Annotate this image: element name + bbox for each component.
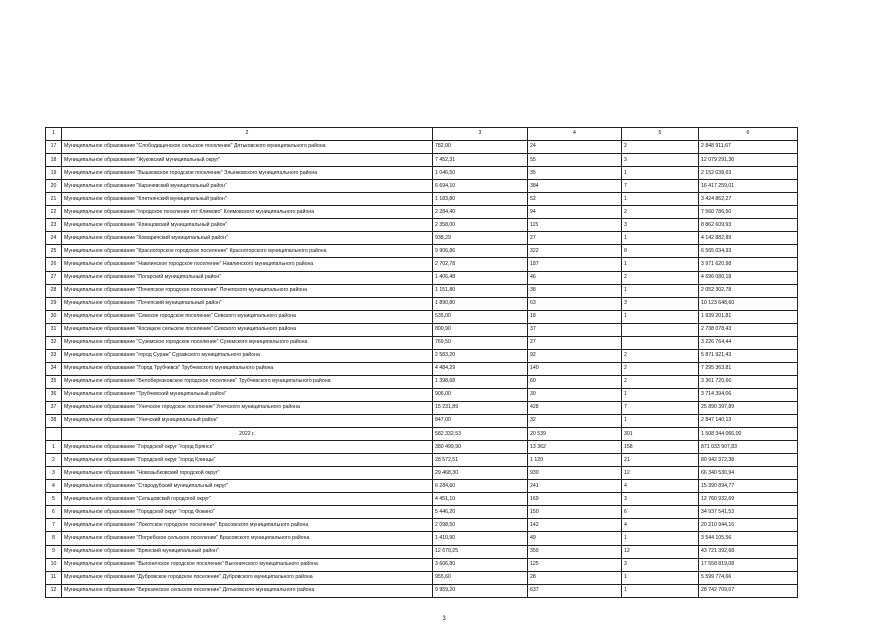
municipality-name: Муниципальное образование "Унечское городское поселение" Унечского муниципального района: [62, 401, 433, 414]
municipality-name: Муниципальное образование "Дубровское городское поселение" Дубровского муниципального района: [62, 571, 433, 584]
table-row: [46, 558, 798, 571]
municipality-name: Муниципальное образование "Карачевский муниципальный район": [62, 180, 433, 193]
row-number: 35: [46, 375, 62, 388]
houses-cell: 7: [622, 180, 699, 193]
area-cell: 1 183,80: [433, 193, 528, 206]
header-cell-3: 3: [433, 128, 528, 141]
table-row: [46, 193, 798, 206]
row-number: 17: [46, 141, 62, 154]
table-row: [46, 545, 798, 558]
municipality-name: Муниципальное образование "Жуковский муниципальный округ": [62, 154, 433, 167]
municipality-name: Муниципальное образование "город Сураж" Суражского муниципального района: [62, 349, 433, 362]
table-row: [46, 519, 798, 532]
residents-cell: 187: [528, 258, 622, 271]
amount-cell: 12 079 291,30: [699, 154, 798, 167]
year-label: 2022 г.: [62, 428, 433, 441]
amount-cell: 871 033 907,83: [699, 441, 798, 454]
residents-cell: 322: [528, 245, 622, 258]
municipality-name: Муниципальное образование "Брянский муниципальный район": [62, 545, 433, 558]
residents-cell: 150: [528, 506, 622, 519]
amount-cell: 3 971 620,98: [699, 258, 798, 271]
table-row: [46, 258, 798, 271]
houses-cell: 8: [622, 245, 699, 258]
table-row: [46, 584, 798, 597]
row-number: 8: [46, 532, 62, 545]
amount-cell: 3 544 105,56: [699, 532, 798, 545]
houses-cell: 1: [622, 310, 699, 323]
houses-cell: [622, 323, 699, 336]
residents-cell: 60: [528, 375, 622, 388]
houses-cell: 2: [622, 271, 699, 284]
table-row: [46, 467, 798, 480]
municipality-name: Муниципальное образование "Городской округ "город Фокино": [62, 506, 433, 519]
row-number: 36: [46, 388, 62, 401]
table-row: [46, 506, 798, 519]
row-number: 24: [46, 232, 62, 245]
area-cell: 15 231,89: [433, 401, 528, 414]
row-number: 33: [46, 349, 62, 362]
amount-cell: 7 560 786,50: [699, 206, 798, 219]
houses-cell: 1: [622, 571, 699, 584]
row-number: 19: [46, 167, 62, 180]
row-number: 28: [46, 284, 62, 297]
residents-cell: 63: [528, 297, 622, 310]
table-row: [46, 297, 798, 310]
row-number: 12: [46, 584, 62, 597]
residents-cell: 27: [528, 336, 622, 349]
residents-cell: 13 362: [528, 441, 622, 454]
houses-cell: 2: [622, 362, 699, 375]
row-number: 22: [46, 206, 62, 219]
houses-cell: 1: [622, 284, 699, 297]
year-total-houses: 301: [622, 428, 699, 441]
residents-cell: 92: [528, 349, 622, 362]
amount-cell: 3 424 862,27: [699, 193, 798, 206]
municipality-name: Муниципальное образование "Белоберезковское городское поселение" Трубчевского муниципального района: [62, 375, 433, 388]
row-number: 32: [46, 336, 62, 349]
table-row: [46, 349, 798, 362]
table-row: [46, 480, 798, 493]
amount-cell: 12 760 932,69: [699, 493, 798, 506]
area-cell: 6 284,60: [433, 480, 528, 493]
amount-cell: 80 942 372,38: [699, 454, 798, 467]
houses-cell: 1: [622, 584, 699, 597]
municipality-name: Муниципальное образование "Клинцовский муниципальный район": [62, 219, 433, 232]
residents-cell: 140: [528, 362, 622, 375]
table-row: [46, 310, 798, 323]
residents-cell: 94: [528, 206, 622, 219]
houses-cell: 1: [622, 167, 699, 180]
table-row: [46, 532, 798, 545]
houses-cell: 1: [622, 388, 699, 401]
table-row: [46, 180, 798, 193]
row-number: 6: [46, 506, 62, 519]
data-table: [45, 127, 798, 598]
amount-cell: 25 890 397,89: [699, 401, 798, 414]
table-row: [46, 154, 798, 167]
table-row: [46, 571, 798, 584]
houses-cell: 1: [622, 415, 699, 428]
houses-cell: 4: [622, 519, 699, 532]
row-number: 3: [46, 467, 62, 480]
residents-cell: 930: [528, 467, 622, 480]
row-number: 30: [46, 310, 62, 323]
area-cell: 938,29: [433, 232, 528, 245]
area-cell: 2 583,20: [433, 349, 528, 362]
houses-cell: 7: [622, 401, 699, 414]
residents-cell: 52: [528, 193, 622, 206]
area-cell: 29 468,30: [433, 467, 528, 480]
municipality-name: Муниципальное образование "Косицкое сельское поселение" Севского муниципального района: [62, 323, 433, 336]
table-body: [46, 128, 798, 598]
area-cell: 1 398,68: [433, 375, 528, 388]
houses-cell: 4: [622, 480, 699, 493]
area-cell: 2 702,78: [433, 258, 528, 271]
row-number: 10: [46, 558, 62, 571]
houses-cell: 21: [622, 454, 699, 467]
residents-cell: 18: [528, 310, 622, 323]
residents-cell: 142: [528, 519, 622, 532]
amount-cell: 7 295 363,81: [699, 362, 798, 375]
amount-cell: 66 340 530,94: [699, 467, 798, 480]
row-number: 34: [46, 362, 62, 375]
houses-cell: 1: [622, 193, 699, 206]
area-cell: 3 606,80: [433, 558, 528, 571]
table-row: [46, 336, 798, 349]
municipality-name: Муниципальное образование "Клетнянский муниципальный район": [62, 193, 433, 206]
amount-cell: 3 714 394,06: [699, 388, 798, 401]
amount-cell: 2 738 078,43: [699, 323, 798, 336]
houses-cell: [622, 336, 699, 349]
houses-cell: 3: [622, 558, 699, 571]
municipality-name: Муниципальное образование "Почепское городское поселение" Почепского муниципального района: [62, 284, 433, 297]
area-cell: 535,00: [433, 310, 528, 323]
amount-cell: 20 210 944,16: [699, 519, 798, 532]
municipality-name: Муниципальное образование "Городской округ "город Клинцы": [62, 454, 433, 467]
houses-cell: 12: [622, 545, 699, 558]
area-cell: 955,60: [433, 571, 528, 584]
amount-cell: 4 696 080,18: [699, 271, 798, 284]
row-number: 11: [46, 571, 62, 584]
area-cell: 769,50: [433, 336, 528, 349]
houses-cell: 3: [622, 154, 699, 167]
table-row: [46, 271, 798, 284]
header-cell-1: 1: [46, 128, 62, 141]
residents-cell: 169: [528, 493, 622, 506]
table-row: [46, 375, 798, 388]
municipality-name: Муниципальное образование "Погребское сельское поселение" Брасовского муниципального района: [62, 532, 433, 545]
amount-cell: 17 558 819,08: [699, 558, 798, 571]
residents-cell: 1 120: [528, 454, 622, 467]
amount-cell: 3 226 764,44: [699, 336, 798, 349]
municipality-name: Муниципальное образование "Севское городское поселение" Севского муниципального района: [62, 310, 433, 323]
area-cell: 1 046,50: [433, 167, 528, 180]
row-number: 5: [46, 493, 62, 506]
municipality-name: Муниципальное образование "Слободищенское сельское поселение" Дятьковского муниципального района: [62, 141, 433, 154]
residents-cell: 359: [528, 545, 622, 558]
municipality-name: Муниципальное образование "Локотское городское поселение" Брасовского муниципального района: [62, 519, 433, 532]
amount-cell: 15 390 894,77: [699, 480, 798, 493]
table-row: [46, 206, 798, 219]
municipality-name: Муниципальное образование "Навлинское городское поселение" Навлинского муниципального района: [62, 258, 433, 271]
amount-cell: 2 152 038,63: [699, 167, 798, 180]
municipality-name: Муниципальное образование "Сельцовский городской округ": [62, 493, 433, 506]
area-cell: 800,90: [433, 323, 528, 336]
amount-cell: 34 937 541,53: [699, 506, 798, 519]
year-total-residents: 20 539: [528, 428, 622, 441]
houses-cell: 1: [622, 532, 699, 545]
municipality-name: Муниципальное образование "Березинское сельское поселение" Дятьковского муниципального района: [62, 584, 433, 597]
residents-cell: 49: [528, 532, 622, 545]
amount-cell: 2 847 140,13: [699, 415, 798, 428]
row-number: 4: [46, 480, 62, 493]
area-cell: 9 906,86: [433, 245, 528, 258]
table-row: [46, 167, 798, 180]
row-number: 38: [46, 415, 62, 428]
table-row: [46, 284, 798, 297]
area-cell: 1 410,90: [433, 532, 528, 545]
row-number: 23: [46, 219, 62, 232]
column-number-row: [46, 128, 798, 141]
year-total-amount: 1 508 344 066,00: [699, 428, 798, 441]
houses-cell: 3: [622, 493, 699, 506]
amount-cell: 4 142 882,89: [699, 232, 798, 245]
amount-cell: 5 599 774,66: [699, 571, 798, 584]
amount-cell: 16 417 259,01: [699, 180, 798, 193]
houses-cell: 1: [622, 232, 699, 245]
row-number: 20: [46, 180, 62, 193]
area-cell: 782,00: [433, 141, 528, 154]
table-row: [46, 219, 798, 232]
amount-cell: 1 939 201,81: [699, 310, 798, 323]
residents-cell: 37: [528, 323, 622, 336]
residents-cell: 55: [528, 154, 622, 167]
residents-cell: 637: [528, 584, 622, 597]
residents-cell: 115: [528, 219, 622, 232]
residents-cell: 28: [528, 571, 622, 584]
municipality-name: Муниципальное образование "Погарский муниципальный район": [62, 271, 433, 284]
houses-cell: 2: [622, 375, 699, 388]
area-cell: 380 499,90: [433, 441, 528, 454]
houses-cell: 12: [622, 467, 699, 480]
residents-cell: 35: [528, 167, 622, 180]
municipality-name: Муниципальное образование "Суземское городское поселение" Суземского муниципального района: [62, 336, 433, 349]
table-row: [46, 493, 798, 506]
area-cell: 4 484,29: [433, 362, 528, 375]
municipality-name: Муниципальное образование "Выгоничское городское поселение" Выгоничского муниципального района: [62, 558, 433, 571]
municipality-name: Муниципальное образование "Комаричский муниципальный район": [62, 232, 433, 245]
municipality-name: Муниципальное образование "Унечский муниципальный район": [62, 415, 433, 428]
houses-cell: 2: [622, 206, 699, 219]
row-number: 21: [46, 193, 62, 206]
area-cell: 906,00: [433, 388, 528, 401]
residents-cell: 27: [528, 232, 622, 245]
table-row: [46, 245, 798, 258]
area-cell: 7 452,31: [433, 154, 528, 167]
amount-cell: 5 871 921,43: [699, 349, 798, 362]
area-cell: 12 670,25: [433, 545, 528, 558]
houses-cell: 158: [622, 441, 699, 454]
area-cell: 2 098,50: [433, 519, 528, 532]
year-blank-cell: [46, 428, 62, 441]
residents-cell: 125: [528, 558, 622, 571]
row-number: 27: [46, 271, 62, 284]
area-cell: 5 446,20: [433, 506, 528, 519]
amount-cell: 2 848 911,67: [699, 141, 798, 154]
area-cell: 1 890,80: [433, 297, 528, 310]
municipality-name: Муниципальное образование "городское поселение пгт Климово" Климовского муниципального района: [62, 206, 433, 219]
houses-cell: 3: [622, 297, 699, 310]
year-summary-row: [46, 428, 798, 441]
table-row: [46, 415, 798, 428]
residents-cell: 241: [528, 480, 622, 493]
row-number: 7: [46, 519, 62, 532]
header-cell-6: 6: [699, 128, 798, 141]
table-row: [46, 388, 798, 401]
houses-cell: 2: [622, 349, 699, 362]
residents-cell: 46: [528, 271, 622, 284]
header-cell-5: 5: [622, 128, 699, 141]
area-cell: 6 694,10: [433, 180, 528, 193]
municipality-name: Муниципальное образование "Новозыбковский городской округ": [62, 467, 433, 480]
table-row: [46, 141, 798, 154]
table-row: [46, 232, 798, 245]
row-number: 29: [46, 297, 62, 310]
row-number: 1: [46, 441, 62, 454]
houses-cell: 2: [622, 141, 699, 154]
residents-cell: 30: [528, 388, 622, 401]
table-row: [46, 401, 798, 414]
header-cell-2: 2: [62, 128, 433, 141]
residents-cell: 24: [528, 141, 622, 154]
municipality-name: Муниципальное образование "Красногорское городское поселение" Красногорского муниципального района: [62, 245, 433, 258]
municipality-name: Муниципальное образование "Почепский муниципальный район": [62, 297, 433, 310]
houses-cell: 1: [622, 258, 699, 271]
amount-cell: 2 052 302,78: [699, 284, 798, 297]
municipality-name: Муниципальное образование "Трубчевский муниципальный район": [62, 388, 433, 401]
municipality-name: Муниципальное образование "Вышковское городское поселение" Злынковского муниципального района: [62, 167, 433, 180]
area-cell: 9 959,20: [433, 584, 528, 597]
houses-cell: 3: [622, 219, 699, 232]
municipality-name: Муниципальное образование "Город Трубчевск" Трубчевского муниципального района: [62, 362, 433, 375]
municipality-name: Муниципальное образование "Стародубский муниципальный округ": [62, 480, 433, 493]
amount-cell: 10 123 648,60: [699, 297, 798, 310]
year-total-area: 582 332,53: [433, 428, 528, 441]
houses-cell: 6: [622, 506, 699, 519]
area-cell: 28 572,51: [433, 454, 528, 467]
area-cell: 1 406,48: [433, 271, 528, 284]
row-number: 25: [46, 245, 62, 258]
page-number: 3: [442, 616, 446, 622]
residents-cell: 38: [528, 284, 622, 297]
residents-cell: 384: [528, 180, 622, 193]
row-number: 31: [46, 323, 62, 336]
table-row: [46, 362, 798, 375]
table-row: [46, 323, 798, 336]
amount-cell: 3 361 720,66: [699, 375, 798, 388]
area-cell: 2 358,00: [433, 219, 528, 232]
table-row: [46, 441, 798, 454]
row-number: 2: [46, 454, 62, 467]
header-cell-4: 4: [528, 128, 622, 141]
row-number: 9: [46, 545, 62, 558]
amount-cell: 43 721 392,68: [699, 545, 798, 558]
residents-cell: 32: [528, 415, 622, 428]
row-number: 26: [46, 258, 62, 271]
area-cell: 1 151,80: [433, 284, 528, 297]
row-number: 18: [46, 154, 62, 167]
amount-cell: 8 862 609,93: [699, 219, 798, 232]
row-number: 37: [46, 401, 62, 414]
amount-cell: 28 742 709,07: [699, 584, 798, 597]
area-cell: 2 284,40: [433, 206, 528, 219]
area-cell: 847,00: [433, 415, 528, 428]
residents-cell: 428: [528, 401, 622, 414]
area-cell: 4 451,10: [433, 493, 528, 506]
table-row: [46, 454, 798, 467]
municipality-name: Муниципальное образование "Городской округ "город Брянск": [62, 441, 433, 454]
amount-cell: 6 565 034,93: [699, 245, 798, 258]
